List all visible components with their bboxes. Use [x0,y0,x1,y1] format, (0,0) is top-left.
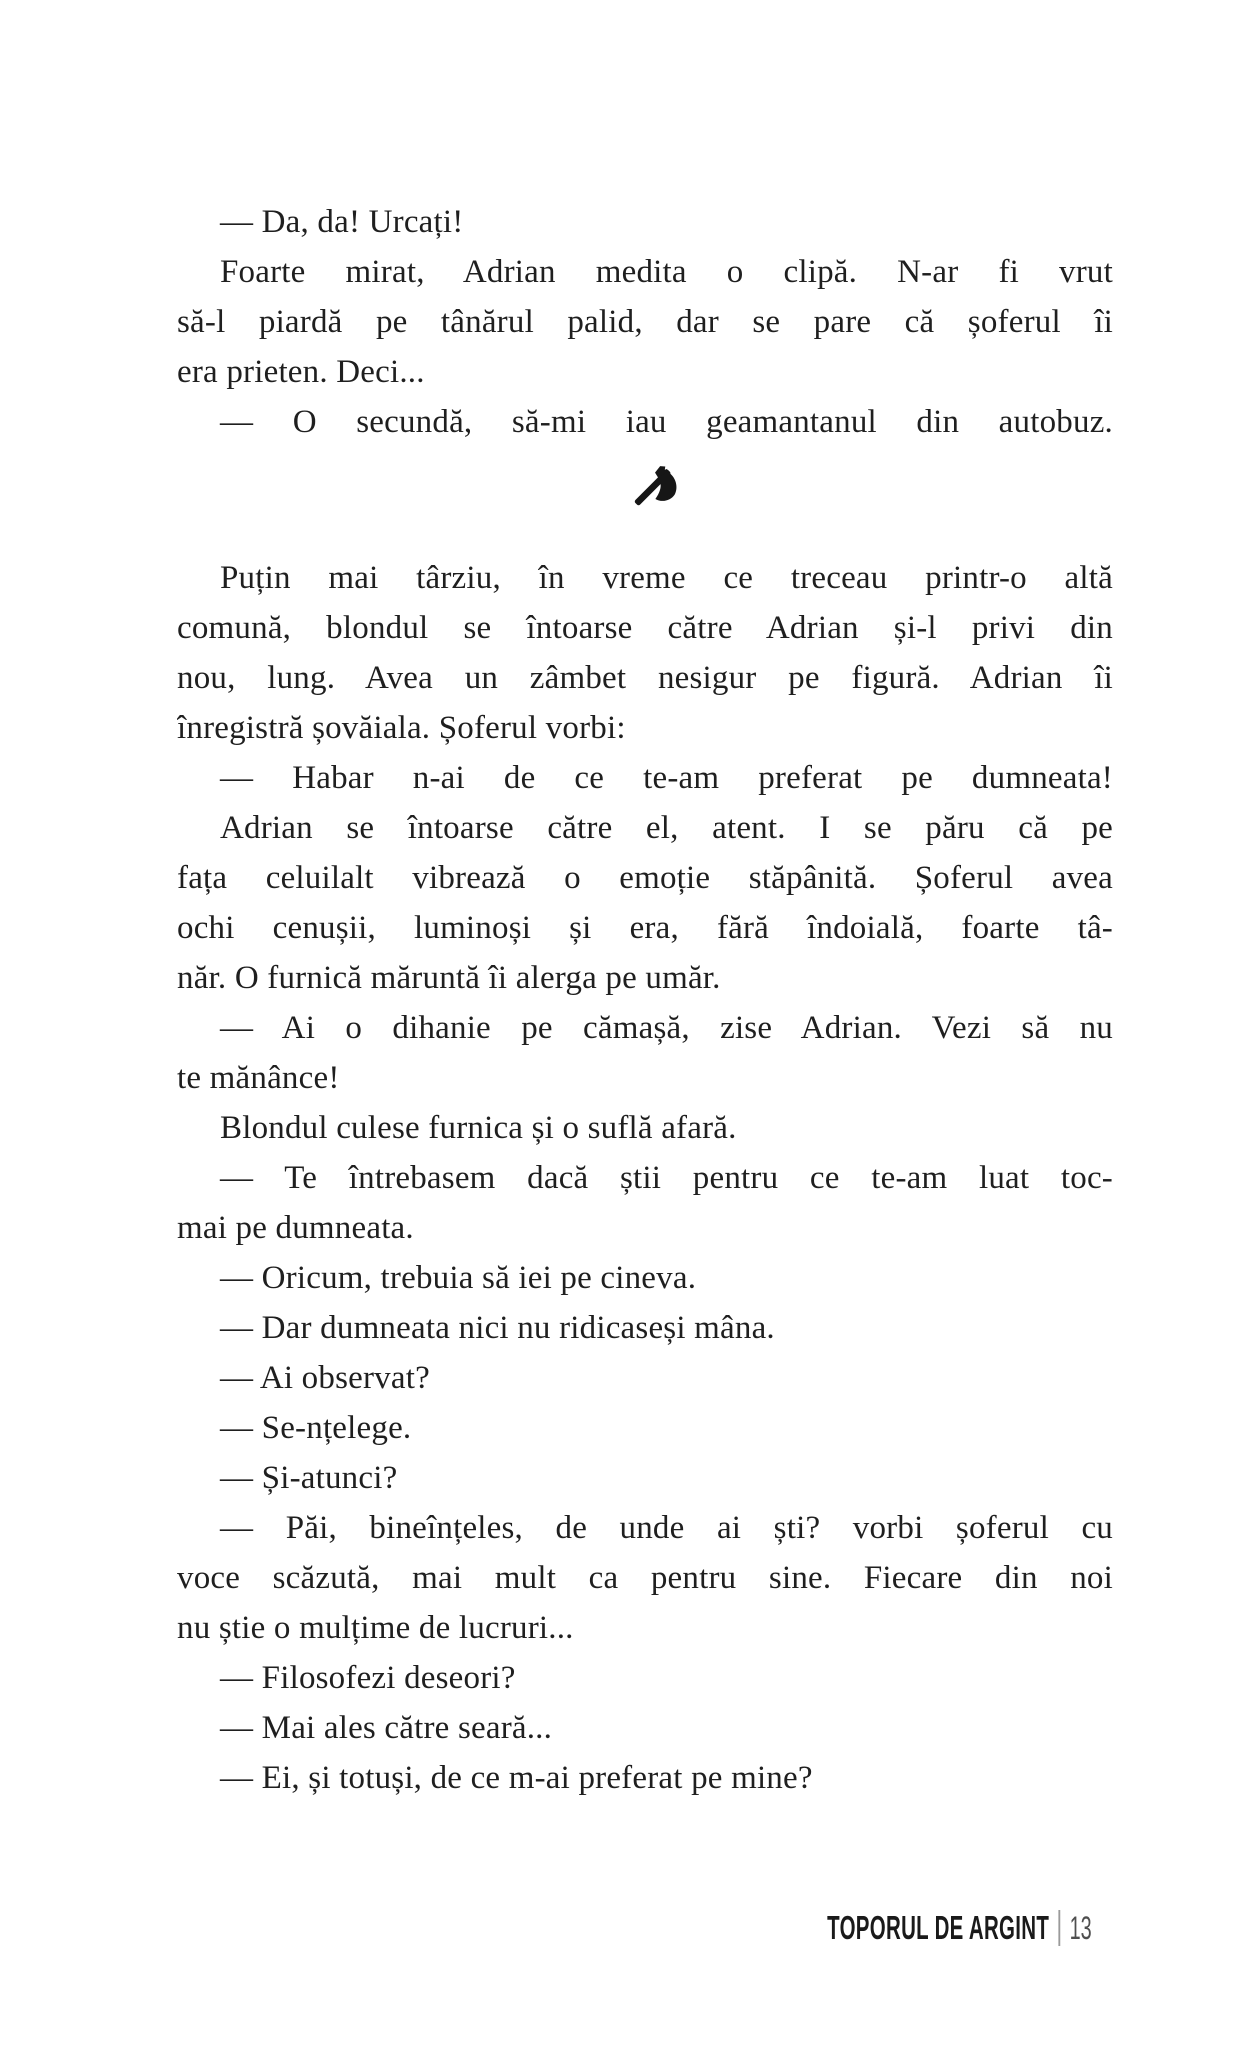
text-line: era prieten. Deci... [177,354,425,390]
text-line: comună, blondul se întoarse către Adrian și-l privi din [177,610,1113,646]
text-line: înregistră șovăiala. Șoferul vorbi: [177,710,626,746]
text-line: — Habar n-ai de ce te-am preferat pe dumneata! [220,760,1113,796]
footer-separator-bar [1059,1910,1061,1946]
text-line: Blondul culese furnica și o suflă afară. [220,1110,737,1146]
text-line: — O secundă, să-mi iau geamantanul din autobuz. [220,404,1113,440]
text-line: — Oricum, trebuia să iei pe cineva. [220,1260,697,1296]
section-divider-ornament [177,447,1113,553]
text-line: năr. O furnică măruntă îi alerga pe umăr. [177,960,721,996]
text-section-2 [177,553,1113,1803]
text-line: voce scăzută, mai mult ca pentru sine. Fiecare din noi [177,1560,1113,1596]
text-line: — Da, da! Urcați! [220,204,464,240]
text-line: — Ei, și totuși, de ce m-ai preferat pe mine? [220,1760,813,1796]
text-line: fața celuilalt vibrează o emoție stăpânită. Șoferul avea [177,860,1113,896]
text-line: Foarte mirat, Adrian medita o clipă. N-ar fi vrut [220,254,1113,290]
text-line: te mănânce! [177,1060,340,1096]
text-line: — Mai ales către seară... [220,1710,553,1746]
text-line: — Te întrebasem dacă știi pentru ce te-am luat toc- [220,1160,1113,1196]
text-line: — Ai o dihanie pe cămașă, zise Adrian. Vezi să nu [220,1010,1113,1046]
text-line: — Păi, bineînțeles, de unde ai ști? vorbi șoferul cu [220,1510,1113,1546]
page-footer [827,1906,1092,1950]
text-line: mai pe dumneata. [177,1210,414,1246]
page-text-block [177,197,1113,1803]
page-number: 13 [1069,1909,1092,1946]
text-line: ochi cenușii, luminoși și era, fără îndoială, foarte tâ- [177,910,1113,946]
text-line: — Se-nțelege. [220,1410,412,1446]
text-line: — Ai observat? [220,1360,430,1396]
text-section-1 [177,197,1113,447]
text-line: nu știe o mulțime de lucruri... [177,1610,574,1646]
text-line: — Și-atunci? [220,1460,398,1496]
text-line: nou, lung. Avea un zâmbet nesigur pe figură. Adrian îi [177,660,1113,696]
running-title: TOPORUL DE ARGINT [827,1909,1050,1946]
text-line: — Dar dumneata nici nu ridicaseși mâna. [220,1310,775,1346]
text-line: Puțin mai târziu, în vreme ce treceau printr-o altă [220,560,1113,596]
text-line: Adrian se întoarse către el, atent. I se păru că pe [220,810,1113,846]
axe-icon [625,457,683,515]
text-line: să-l piardă pe tânărul palid, dar se pare că șoferul îi [177,304,1113,340]
text-line: — Filosofezi deseori? [220,1660,516,1696]
